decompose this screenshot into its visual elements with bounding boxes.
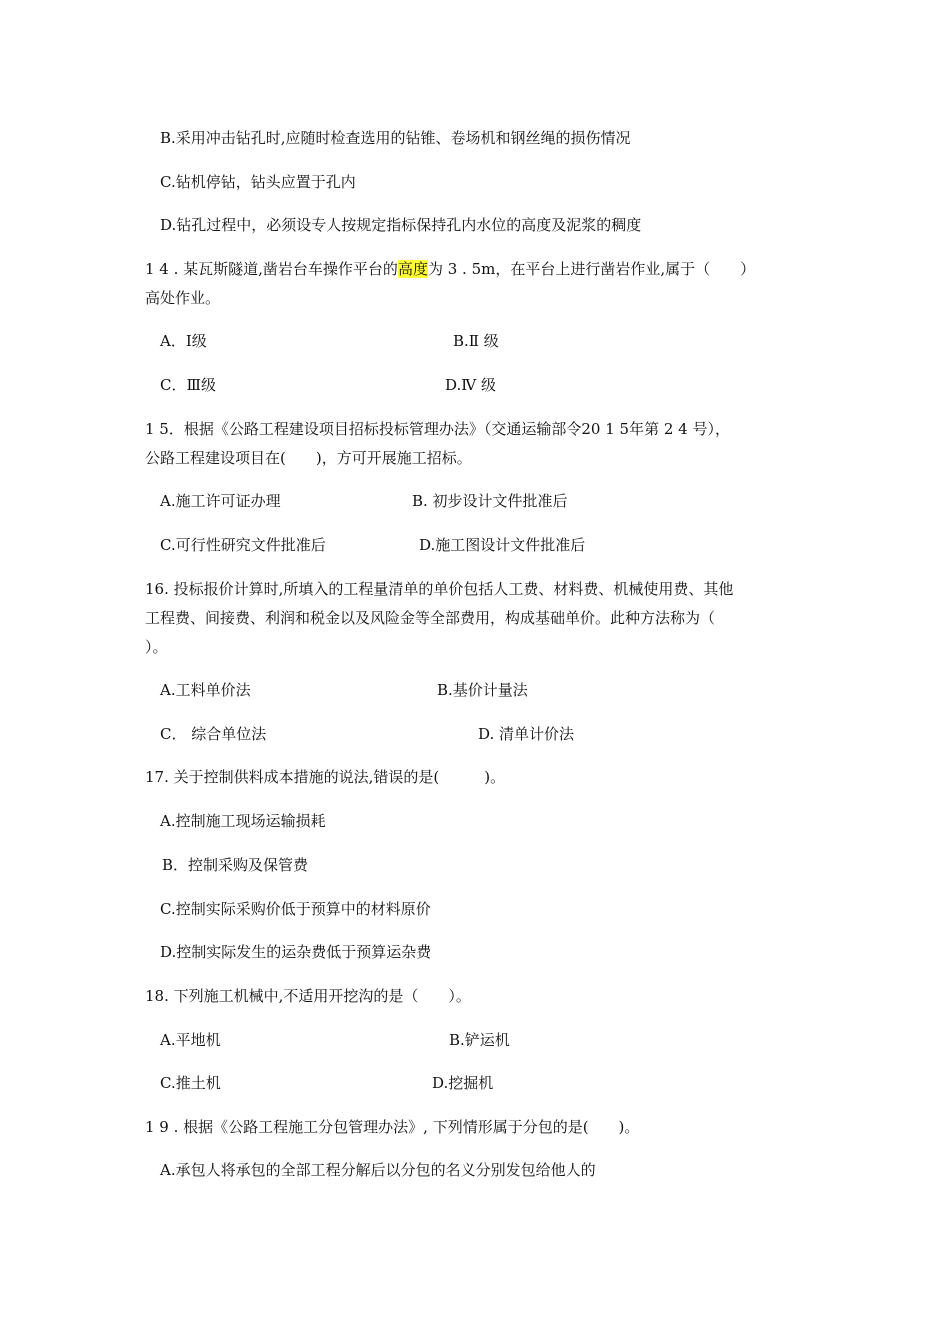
q17-stem-line1: 17. 关于控制供料成本措施的说法,错误的是( )。 (145, 768, 506, 786)
q17-option-b: B．控制采购及保管费 (162, 856, 309, 874)
q16-stem-line1: 16. 投标报价计算时,所填入的工程量清单的单价包括人工费、材料费、机械使用费、其他 (145, 580, 734, 598)
q18-option-a: A.平地机 (160, 1031, 221, 1049)
q16-stem-line2: 工程费、间接费、利润和税金以及风险金等全部费用，构成基础单价。此种方法称为（ (145, 609, 716, 627)
q14-stem-pre: 1 4 . 某瓦斯隧道,凿岩台车操作平台的 (145, 260, 398, 278)
q15-option-b: B. 初步设计文件批准后 (412, 492, 568, 510)
q15-option-c: C.可行性研究文件批准后 (160, 536, 326, 554)
q15-stem-line1: 1 5．根据《公路工程建设项目招标投标管理办法》（交通运输部令20 1 5年第 2 4 号）， (145, 420, 730, 438)
q17-option-d: D.控制实际发生的运杂费低于预算运杂费 (160, 943, 432, 961)
prev-option-b: B.采用冲击钻孔时,应随时检查选用的钻锥、卷场机和钢丝绳的损伤情况 (160, 129, 631, 147)
q18-option-c: C.推土机 (160, 1074, 221, 1092)
q15-option-d: D.施工图设计文件批准后 (419, 536, 586, 554)
q14-option-b: B.Ⅱ 级 (453, 332, 499, 350)
q16-option-d: D. 清单计价法 (478, 725, 575, 743)
q15-stem-line2: 公路工程建设项目在( )，方可开展施工招标。 (145, 449, 472, 467)
prev-option-c: C.钻机停钻，钻头应置于孔内 (160, 173, 356, 191)
q16-stem-line3: ）。 (145, 638, 168, 656)
q16-option-c: C． 综合单位法 (160, 725, 267, 743)
q16-option-a: A.工料单价法 (160, 681, 251, 699)
q17-option-c: C.控制实际采购价低于预算中的材料原价 (160, 900, 431, 918)
q18-option-d: D.挖掘机 (432, 1074, 494, 1092)
q19-option-a: A.承包人将承包的全部工程分解后以分包的名义分别发包给他人的 (160, 1161, 596, 1179)
q14-option-d: D.Ⅳ 级 (445, 376, 497, 394)
q14-highlight: 高度 (397, 260, 428, 278)
q19-stem-line1: 1 9 . 根据《公路工程施工分包管理办法》, 下列情形属于分包的是( )。 (145, 1118, 640, 1136)
q14-stem-line1 (145, 259, 755, 279)
prev-option-d: D.钻孔过程中，必须设专人按规定指标保持孔内水位的高度及泥浆的稠度 (160, 216, 642, 234)
q18-option-b: B.铲运机 (449, 1031, 510, 1049)
q14-option-a: A．Ⅰ级 (160, 332, 207, 350)
q18-stem-line1: 18. 下列施工机械中,不适用开挖沟的是（ ）。 (145, 987, 471, 1005)
q14-option-c: C．Ⅲ级 (160, 376, 216, 394)
q15-option-a: A.施工许可证办理 (160, 492, 281, 510)
q14-stem-line2: 高处作业。 (145, 289, 221, 307)
q17-option-a: A.控制施工现场运输损耗 (160, 812, 326, 830)
q16-option-b: B.基价计量法 (437, 681, 528, 699)
q14-stem-post: 为 3 . 5m，在平台上进行凿岩作业,属于（ ） (427, 260, 756, 278)
